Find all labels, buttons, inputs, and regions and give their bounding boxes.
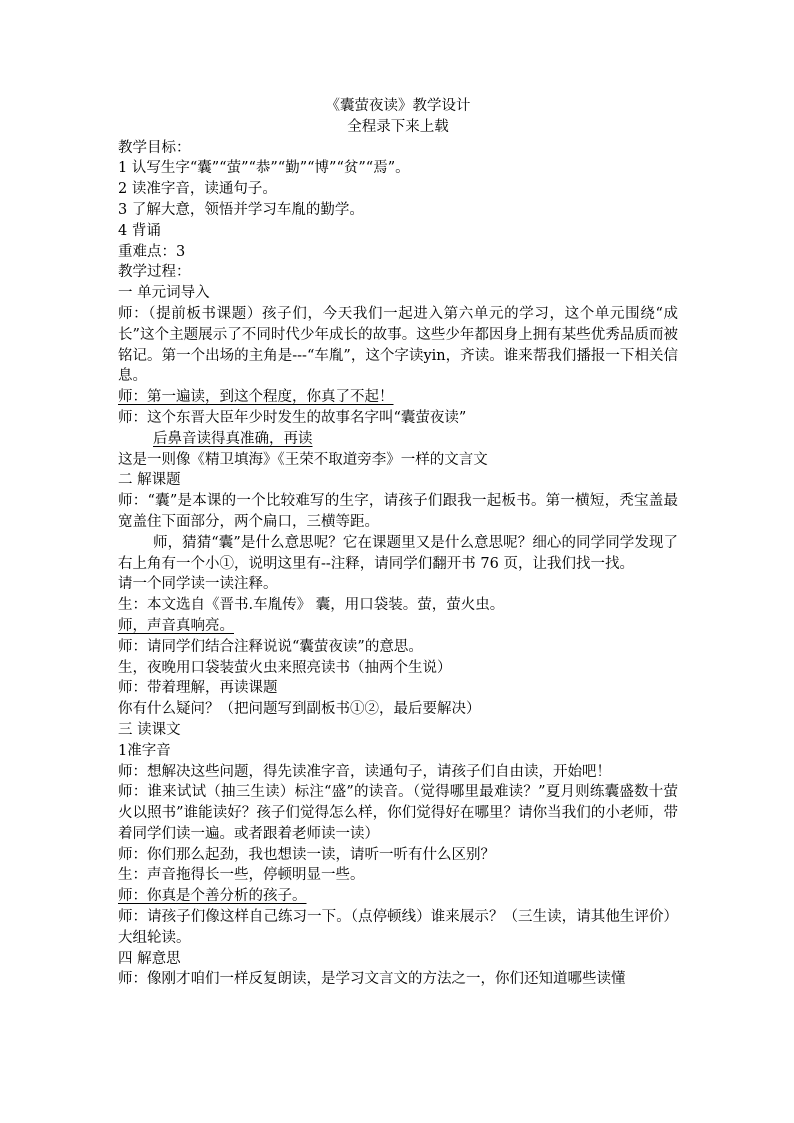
underlined-text: 师，声音真响亮。 bbox=[118, 617, 234, 634]
document-line: 重难点：3 bbox=[118, 243, 186, 260]
document-line: 4 背诵 bbox=[118, 222, 161, 239]
document-line: 生：本文选自《晋书.车胤传》 囊，用口袋装。萤，萤火虫。 bbox=[118, 597, 505, 614]
document-line: 师：带着理解，再读课题 bbox=[118, 680, 278, 697]
document-line: 一 单元词导入 bbox=[118, 285, 210, 302]
document-line: 3 了解大意，领悟并学习车胤的勤学。 bbox=[118, 201, 364, 218]
document-line bbox=[118, 387, 678, 408]
document-line: 师：（提前板书课题）孩子们，今天我们一起进入第六单元的学习，这个单元围绕“成长”这个主题展示了不同时代少年成长的故事。这些少年都因身上拥有某些优秀品质而被铭记。第一个出场的主角是---“车胤”，这个字读yin，齐读。谁来帮我们播报一下相关信息。 bbox=[118, 305, 678, 385]
document-line: 师：想解决这些问题，得先读准字音，读通句子，请孩子们自由读，开始吧！ bbox=[118, 763, 611, 780]
document-body bbox=[118, 138, 678, 991]
document-line: 1准字音 bbox=[118, 742, 171, 759]
document-line: 师：这个东晋大臣年少时发生的故事名字叫“囊萤夜读” bbox=[118, 409, 467, 426]
document-line: 师：请孩子们像这样自己练习一下。（点停顿线）谁来展示？（三生读，请其他生评价）大组轮读。 bbox=[118, 909, 678, 946]
document-line: 2 读准字音，读通句子。 bbox=[118, 181, 277, 198]
document-line: 师：谁来试试（抽三生读）标注“盛”的读音。（觉得哪里最难读？”夏月则练囊盛数十萤火以照书”谁能读好？孩子们觉得怎么样，你们觉得好在哪里？请你当我们的小老师，带着同学们读一遍。或者跟着老师读一读） bbox=[118, 784, 678, 842]
document-line: 1 认写生字“囊”“萤”“恭”“勤”“博”“贫”“焉”。 bbox=[118, 160, 410, 177]
document-title: 《囊萤夜读》教学设计 bbox=[325, 98, 471, 114]
document-line: 二 解课题 bbox=[118, 472, 181, 489]
document-line bbox=[118, 616, 678, 637]
document-line: 师，猜猜“囊”是什么意思呢？它在课题里又是什么意思呢？细心的同学同学发现了右上角有一个小①，说明这里有--注释，请同学们翻开书 76 页，让我们找一找。 bbox=[118, 534, 678, 572]
document-line: 四 解意思 bbox=[118, 950, 181, 967]
document-line: 师：你们那么起劲，我也想读一读，请听一听有什么区别？ bbox=[118, 846, 495, 863]
document-line: 三 读课文 bbox=[118, 721, 181, 738]
document-line bbox=[118, 429, 678, 450]
document-line: 师：像刚才咱们一样反复朗读，是学习文言文的方法之一，你们还知道哪些读懂 bbox=[118, 971, 626, 988]
underlined-text: 师：你真是个善分析的孩子。 bbox=[118, 888, 307, 905]
document-subtitle: 全程录下来上载 bbox=[347, 118, 449, 135]
document-line: 这是一则像《精卫填海》《王荣不取道旁李》一样的文言文 bbox=[118, 451, 488, 468]
underlined-text: 师：第一遍读，到这个程度，你真了不起！ bbox=[118, 389, 394, 406]
document-line: 你有什么疑问？（把问题写到副板书①②，最后要解决） bbox=[118, 701, 481, 718]
document-line: 教学目标： bbox=[118, 139, 191, 156]
document-line: 生，夜晚用口袋装萤火虫来照亮读书（抽两个生说） bbox=[118, 659, 452, 676]
underlined-text: 后鼻音读得真准确，再读 bbox=[153, 430, 313, 447]
document-line bbox=[118, 886, 678, 907]
document-line: 师：“囊”是本课的一个比较难写的生字，请孩子们跟我一起板书。第一横短，秃宝盖最宽盖住下面部分，两个扁口，三横等距。 bbox=[118, 493, 678, 530]
document-line: 师：请同学们结合注释说说“囊萤夜读”的意思。 bbox=[118, 638, 423, 655]
document-line: 请一个同学读一读注释。 bbox=[118, 576, 278, 593]
document-line: 生：声音拖得长一些，停顿明显一些。 bbox=[118, 867, 365, 884]
document-line: 教学过程： bbox=[118, 264, 191, 281]
document-page bbox=[118, 96, 678, 990]
